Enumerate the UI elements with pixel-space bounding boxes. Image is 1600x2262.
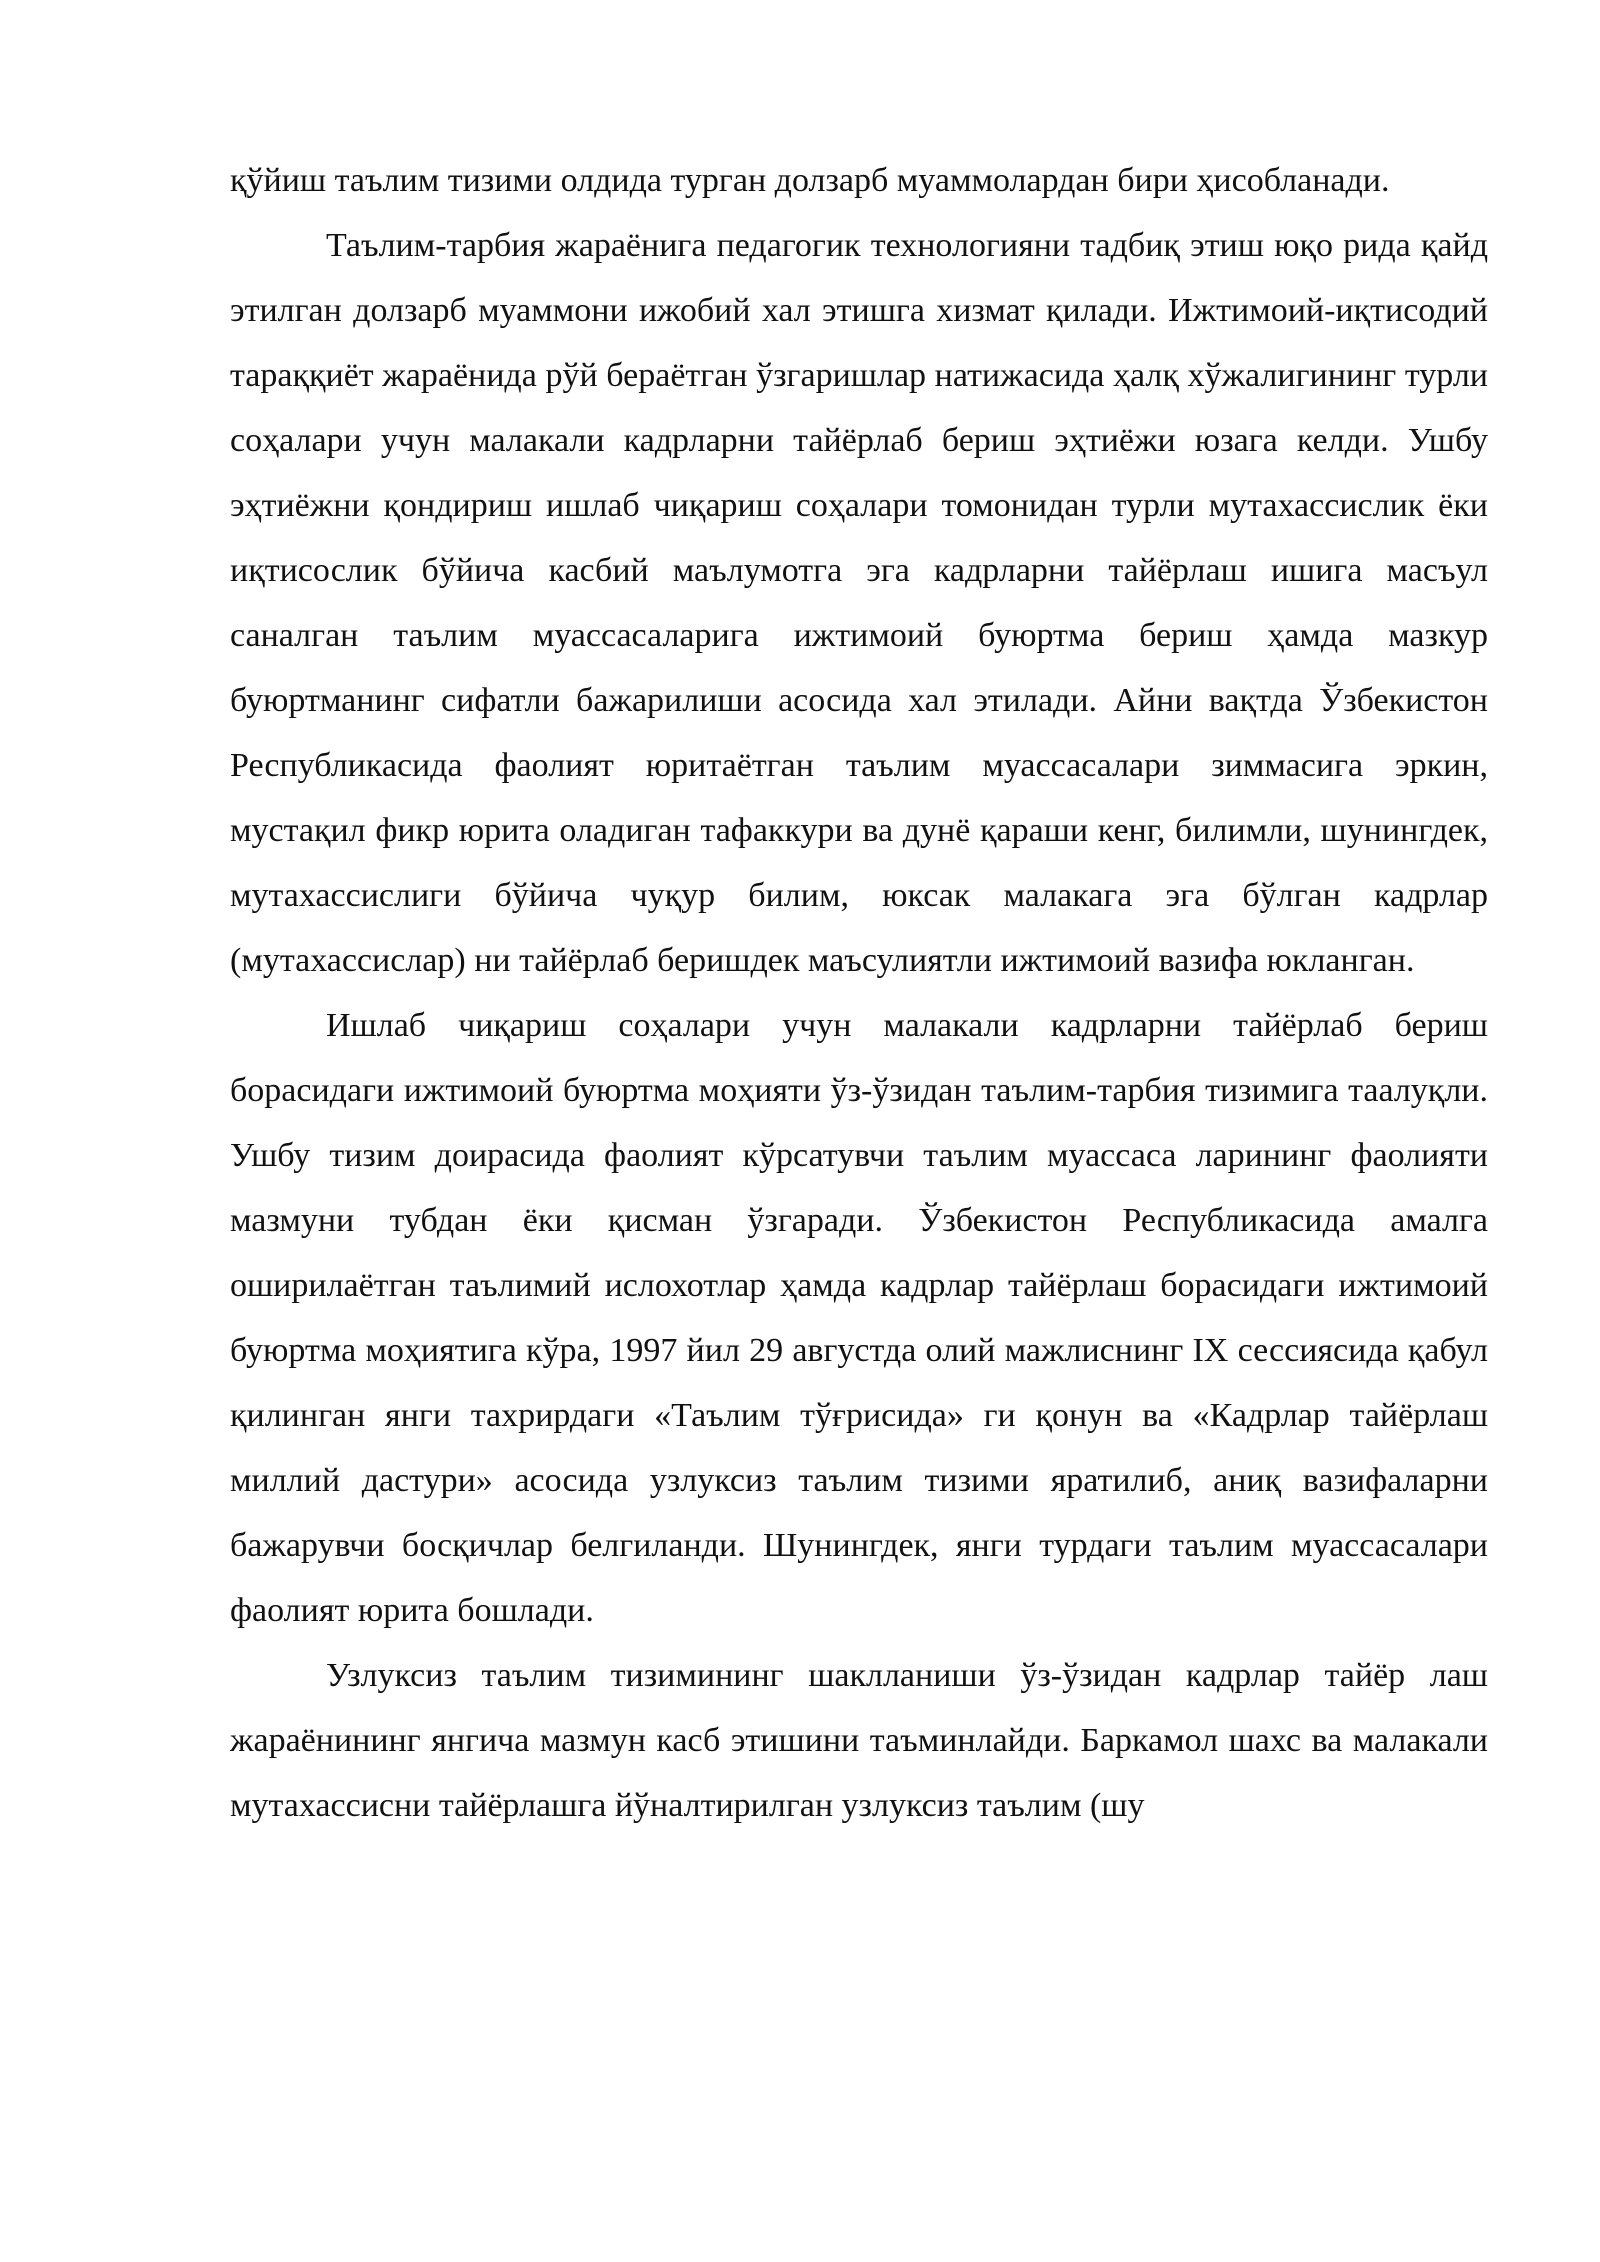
paragraph-continuous-education: Узлуксиз таълим тизимининг шаклланиши ўз-ўзидан кадрлар тайёр лаш жараёнининг янгича мазмун касб этишини таъминлайди. Баркамол шахс ва малакали мутахассисни тайёрлашга йўналтирилган узлуксиз таълим (шу xyxy=(230,1657,1488,1824)
paragraph-pedagogical-technology: Таълим-тарбия жараёнига педагогик технологияни тадбиқ этиш юқо рида қайд этилган долзарб муаммони ижобий хал этишга хизмат қилади. Ижтимоий-иқтисодий тараққиёт жараёнида рўй бераётган ўзгаришлар натижасида ҳалқ хўжалигининг турли соҳалари учун малакали кадрларни тайёрлаб бериш эҳтиёжи юзага келди. Ушбу эҳтиёжни қондириш ишлаб чиқариш соҳалари томонидан турли мутахассислик ёки иқтисослик бўйича касбий маълумотга эга кадрларни тайёрлаш ишига масъул саналган таълим муассасаларига ижтимоий буюртма бериш ҳамда мазкур буюртманинг сифатли бажарилиши асосида хал этилади. Айни вақтда Ўзбекистон Республикасида фаолият юритаётган таълим муассасалари зиммасига эркин, мустақил фикр юрита оладиган тафаккури ва дунё қараши кенг, билимли, шунингдек, мутахассислиги бўйича чуқур билим, юксак малакага эга бўлган кадрлар (мутахассислар) ни тайёрлаб беришдек маъсулиятли ижтимоий вазифа юкланган. xyxy=(230,227,1488,979)
document-body xyxy=(230,148,1488,1838)
paragraph-continued: қўйиш таълим тизими олдида турган долзарб муаммолардан бири ҳисобланади. xyxy=(230,162,1390,199)
paragraph-social-order: Ишлаб чиқариш соҳалари учун малакали кадрларни тайёрлаб бериш борасидаги ижтимоий буюртма моҳияти ўз-ўзидан таълим-тарбия тизимига таалуқли. Ушбу тизим доирасида фаолият кўрсатувчи таълим муассаса ларининг фаолияти мазмуни тубдан ёки қисман ўзгаради. Ўзбекистон Республикасида амалга оширилаётган таълимий ислохотлар ҳамда кадрлар тайёрлаш борасидаги ижтимоий буюртма моҳиятига кўра, 1997 йил 29 августда олий мажлиснинг IX сессиясида қабул қилинган янги тахрирдаги «Таълим тўғрисида» ги қонун ва «Кадрлар тайёрлаш миллий дастури» асосида узлуксиз таълим тизими яратилиб, аниқ вазифаларни бажарувчи босқичлар белгиланди. Шунингдек, янги турдаги таълим муассасалари фаолият юрита бошлади. xyxy=(230,1007,1488,1629)
